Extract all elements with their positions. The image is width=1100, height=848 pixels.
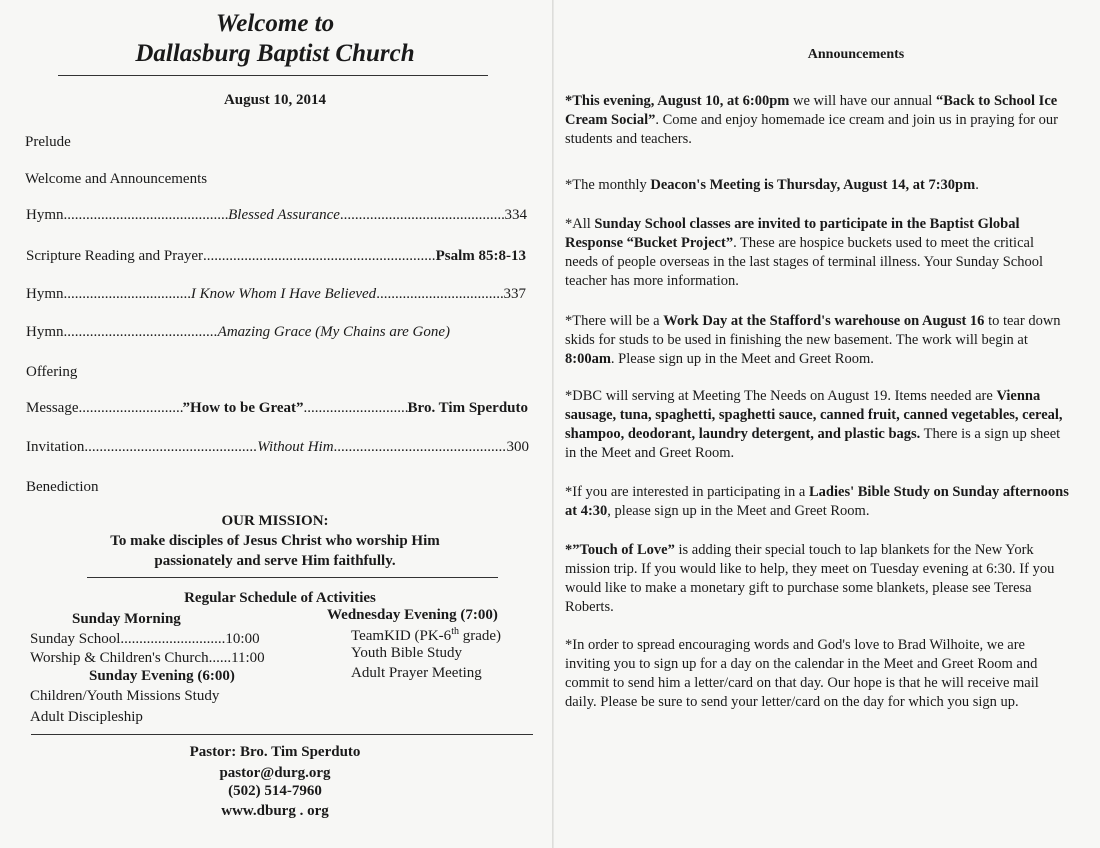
ann-5-bold: Vienna sausage, tuna, spaghetti, spaghetti sauce, canned fruit, canned vegetables, cereal, shampoo, deodorant, laundry detergent, and plastic bags. — [565, 388, 1063, 442]
hymn-1-title: Blessed Assurance — [228, 207, 340, 223]
announcement-meeting-the-needs — [565, 387, 1070, 463]
youth-bible-study: Youth Bible Study — [351, 645, 463, 661]
schedule-rule — [31, 734, 533, 735]
ann-3-bold: Sunday School classes are invited to participate in the Baptist Global Response “Bucket Project” — [565, 216, 1020, 251]
children-youth-missions: Children/Youth Missions Study — [30, 688, 220, 704]
invitation-label: Invitation — [26, 439, 85, 455]
hymn-3-title: Amazing Grace (My Chains are Gone) — [217, 324, 450, 340]
ann-6-text-a: *If you are interested in participating in a — [565, 484, 809, 500]
ann-4-text-b: to tear down skids for studs to be used in finishing the new basement. The work will begin at — [565, 313, 1061, 348]
teamkid-item — [351, 626, 501, 645]
leader-dots — [79, 400, 183, 417]
announcements-heading: Announcements — [807, 47, 905, 62]
ann-1-text-a: we will have our annual — [789, 93, 936, 109]
scripture-label: Scripture Reading and Prayer — [26, 248, 204, 264]
hymn-3-label: Hymn — [26, 324, 64, 340]
leader-dots — [64, 207, 229, 224]
leader-dots — [304, 400, 408, 417]
order-scripture — [26, 248, 526, 265]
leader-dots — [340, 207, 505, 224]
mission-statement — [70, 531, 480, 571]
header-rule — [58, 75, 488, 76]
service-date: August 10, 2014 — [223, 92, 327, 108]
announcement-deacons-meeting — [565, 176, 1070, 195]
order-invitation — [26, 439, 529, 456]
message-title: ”How to be Great” — [182, 400, 304, 416]
mission-rule — [87, 577, 498, 578]
leader-dots — [64, 324, 218, 341]
ann-4-text-c: . Please sign up in the Meet and Greet Room. — [610, 351, 874, 367]
ann-7-text: is adding their special touch to lap blankets for the New York mission trip. If you would like to help, they meet on Tuesday evening at 6:30. If you would like to make a monetary gift to purchase some blankets, please see Teresa Roberts. — [565, 542, 1055, 615]
ann-4-bold-b: 8:00am — [565, 351, 611, 367]
ann-4-text-a: *There will be a — [565, 313, 664, 329]
pastor-email: pastor@durg.org — [219, 765, 331, 781]
hymn-2-label: Hymn — [26, 286, 64, 302]
church-name-heading: Dallasburg Baptist Church — [135, 40, 415, 67]
order-hymn-2 — [26, 286, 526, 303]
ann-3-text-a: *All — [565, 216, 595, 232]
leader-dots — [84, 439, 257, 456]
order-message — [26, 400, 528, 417]
announcement-touch-of-love — [565, 541, 1070, 617]
order-welcome: Welcome and Announcements — [25, 171, 208, 187]
page-fold — [552, 0, 554, 848]
order-prelude: Prelude — [25, 134, 71, 150]
welcome-heading: Welcome to — [215, 10, 335, 37]
announcement-ice-cream-social — [565, 92, 1070, 149]
worship-time: Worship & Children's Church......11:00 — [30, 650, 265, 666]
leader-dots — [203, 248, 436, 265]
adult-discipleship: Adult Discipleship — [30, 709, 143, 725]
scripture-ref: Psalm 85:8-13 — [435, 248, 526, 264]
pastor-phone: (502) 514-7960 — [228, 783, 322, 799]
announcement-ladies-bible-study — [565, 483, 1070, 521]
message-label: Message — [26, 400, 79, 416]
invitation-number: 300 — [506, 439, 529, 455]
church-website: www.dburg . org — [221, 803, 329, 819]
mission-line-2: passionately and serve Him faithfully. — [154, 553, 396, 569]
hymn-1-number: 334 — [504, 207, 528, 223]
order-offering: Offering — [26, 364, 78, 380]
order-benediction: Benediction — [26, 479, 99, 495]
ann-3-text-b: . These are hospice buckets used to meet the critical needs of people overseas in the last stages of terminal illness. Your Sunday School teacher has more information. — [565, 235, 1044, 289]
mission-line-1: To make disciples of Jesus Christ who worship Him — [110, 533, 440, 549]
ann-5-text-a: *DBC will serving at Meeting The Needs on August 19. Items needed are — [565, 388, 997, 404]
ann-2-bold: Deacon's Meeting is Thursday, August 14, at 7:30pm — [650, 177, 976, 193]
invitation-title: Without Him — [257, 439, 334, 455]
ann-8-text: *In order to spread encouraging words and God's love to Brad Wilhoite, we are inviting you to sign up for a day on the calendar in the Meet and Greet Room and commit to send him a letter/card on that day. Our hope is that he will receive mail daily. Please be sure to send your letter/card on the day for which you sign up. — [565, 637, 1039, 710]
teamkid-text: TeamKID (PK-6 — [351, 628, 452, 644]
wednesday-heading: Wednesday Evening (7:00) — [327, 607, 498, 623]
mission-heading: OUR MISSION: — [221, 513, 329, 529]
teamkid-sup: th — [451, 626, 459, 637]
ann-1-bold-b: “Back to School Ice Cream Social” — [565, 93, 1058, 128]
announcement-bucket-project — [565, 215, 1070, 291]
message-speaker: Bro. Tim Sperduto — [407, 400, 528, 416]
ann-5-text-b: There is a sign up sheet in the Meet and Greet Room. — [565, 426, 1061, 461]
leader-dots — [376, 286, 503, 303]
teamkid-text-end: grade) — [458, 628, 502, 644]
ann-1-bold-a: *This evening, August 10, at 6:00pm — [565, 93, 790, 109]
ann-6-bold: Ladies' Bible Study on Sunday afternoons at 4:30 — [565, 484, 1069, 519]
order-hymn-3 — [26, 324, 450, 341]
adult-prayer-meeting: Adult Prayer Meeting — [351, 665, 482, 681]
announcements-panel — [556, 0, 1100, 848]
leader-dots — [334, 439, 507, 456]
pastor-name: Pastor: Bro. Tim Sperduto — [189, 744, 361, 760]
ann-2-text-a: *The monthly — [565, 177, 651, 193]
ann-1-text-b: . Come and enjoy homemade ice cream and join us in praying for our students and teachers. — [565, 112, 1059, 147]
ann-7-bold: *”Touch of Love” — [565, 542, 675, 558]
ann-6-text-b: , please sign up in the Meet and Greet Room. — [607, 503, 870, 519]
announcement-work-day — [565, 312, 1070, 369]
sunday-evening-heading: Sunday Evening (6:00) — [89, 668, 235, 684]
order-hymn-1 — [26, 207, 527, 224]
leader-dots — [64, 286, 191, 303]
announcement-brad-wilhoite — [565, 636, 1070, 712]
hymn-2-number: 337 — [503, 286, 527, 302]
hymn-1-label: Hymn — [26, 207, 64, 223]
sunday-school-time: Sunday School............................10:00 — [30, 631, 260, 647]
ann-2-text-b: . — [975, 177, 979, 193]
schedule-heading: Regular Schedule of Activities — [184, 590, 376, 606]
sunday-morning-heading: Sunday Morning — [72, 611, 181, 627]
ann-4-bold-a: Work Day at the Stafford's warehouse on August 16 — [663, 313, 985, 329]
hymn-2-title: I Know Whom I Have Believed — [190, 286, 377, 302]
